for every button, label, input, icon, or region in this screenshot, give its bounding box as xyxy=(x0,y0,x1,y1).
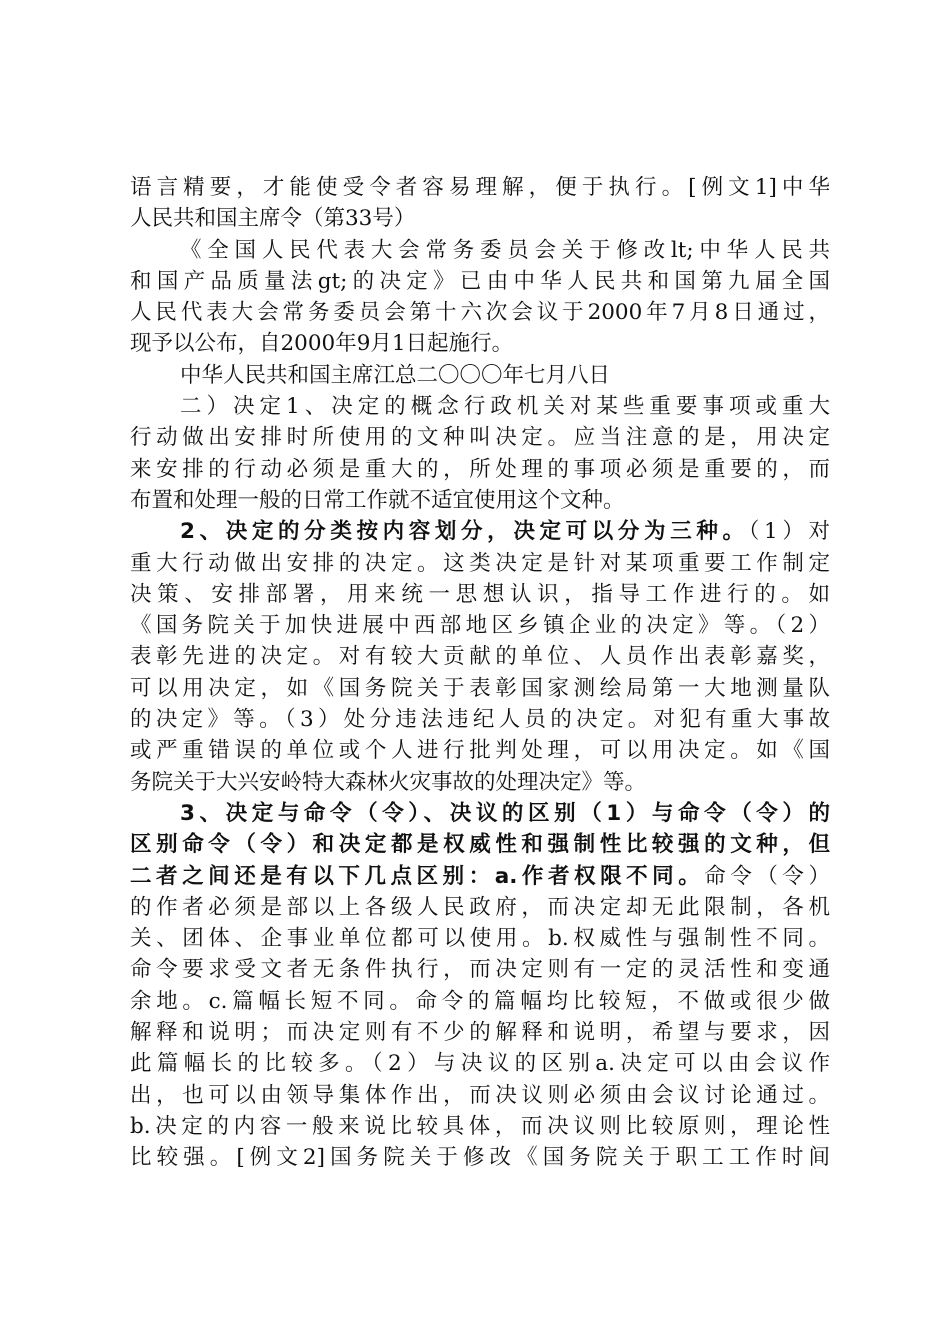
text-line: 出，也可以由领导集体作出，而决议则必须由会议讨论通过。 xyxy=(130,1082,830,1108)
text-line: 区别命令（令）和决定都是权威性和强制性比较强的文种，但 xyxy=(130,832,830,858)
text-line: 《国务院关于加快进展中西部地区乡镇企业的决定》等。（2） xyxy=(130,613,830,639)
text-line: 决策、安排部署，用来统一思想认识，指导工作进行的。如 xyxy=(130,581,830,607)
text-line: 人民共和国主席令（第33号） xyxy=(130,206,416,232)
text-line: 此篇幅长的比较多。（2）与决议的区别a.决定可以由会议作 xyxy=(130,1051,830,1077)
text-line: 的作者必须是部以上各级人民政府，而决定却无此限制，各机 xyxy=(130,894,830,920)
text-line: 中华人民共和国主席江总二〇〇〇年七月八日 xyxy=(180,362,611,388)
text-line: 务院关于大兴安岭特大森林火灾事故的处理决定》等。 xyxy=(130,769,647,795)
text-line: 可以用决定，如《国务院关于表彰国家测绘局第一大地测量队 xyxy=(130,675,830,701)
paragraph-2 xyxy=(130,235,830,360)
text-line: 现予以公布，自2000年9月1日起施行。 xyxy=(130,331,514,357)
text-line: 来安排的行动必须是重大的，所处理的事项必须是重要的，而 xyxy=(130,456,830,482)
paragraph-6 xyxy=(130,798,830,1174)
text-line: b.决定的内容一般来说比较具体，而决议则比较原则，理论性 xyxy=(130,1113,830,1139)
document-page xyxy=(130,172,830,1174)
text-line: 余地。c.篇幅长短不同。命令的篇幅均比较短，不做或很少做 xyxy=(130,988,830,1014)
text-run: 命令（令） xyxy=(704,863,830,889)
text-line: 重大行动做出安排的决定。这类决定是针对某项重要工作制定 xyxy=(130,550,830,576)
text-run: （1）对 xyxy=(748,519,830,545)
text-line: 《全国人民代表大会常务委员会关于修改lt;中华人民共 xyxy=(180,237,830,263)
text-line: 比较强。[例文2]国务院关于修改《国务院关于职工工作时间 xyxy=(130,1145,830,1171)
text-line: 人民代表大会常务委员会第十六次会议于2000年7月8日通过， xyxy=(130,300,830,326)
text-line: 语言精要，才能使受令者容易理解，便于执行。[例文1]中华 xyxy=(130,175,830,200)
text-line xyxy=(130,861,830,892)
paragraph-3 xyxy=(130,360,830,391)
text-line: 和国产品质量法gt;的决定》已由中华人民共和国第九届全国 xyxy=(130,268,830,294)
text-line: 3、决定与命令（令）、决议的区别（1）与命令（令）的 xyxy=(180,800,830,826)
text-line: 关、团体、企事业单位都可以使用。b.权威性与强制性不同。 xyxy=(130,926,830,952)
paragraph-5 xyxy=(130,516,830,798)
text-line: 或严重错误的单位或个人进行批判处理，可以用决定。如《国 xyxy=(130,738,830,764)
text-line: 命令要求受文者无条件执行，而决定则有一定的灵活性和变通 xyxy=(130,957,830,983)
paragraph-4 xyxy=(130,391,830,516)
bold-heading: 二者之间还是有以下几点区别：a.作者权限不同。 xyxy=(130,863,705,889)
text-line: 表彰先进的决定。对有较大贡献的单位、人员作出表彰嘉奖， xyxy=(130,644,830,670)
text-line: 行动做出安排时所使用的文种叫决定。应当注意的是，用决定 xyxy=(130,425,830,451)
paragraph-1 xyxy=(130,172,830,235)
text-line xyxy=(130,516,830,547)
bold-heading: 2、决定的分类按内容划分，决定可以分为三种。 xyxy=(180,519,749,545)
text-line: 二）决定1、决定的概念行政机关对某些重要事项或重大 xyxy=(180,394,830,420)
text-line: 解释和说明；而决定则有不少的解释和说明，希望与要求，因 xyxy=(130,1020,830,1046)
text-line: 的决定》等。（3）处分违法违纪人员的决定。对犯有重大事故 xyxy=(130,707,830,733)
text-line: 布置和处理一般的日常工作就不适宜使用这个文种。 xyxy=(130,487,625,513)
